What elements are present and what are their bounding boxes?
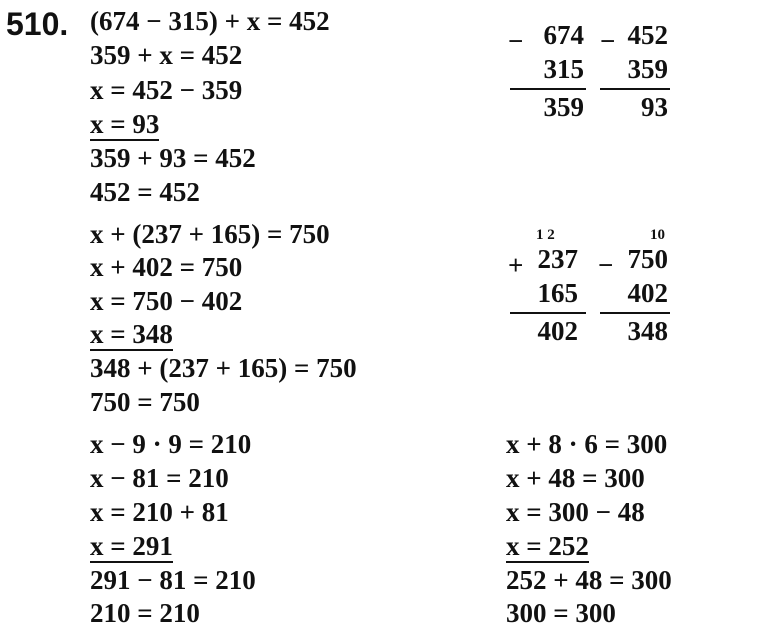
check-line: 348 + (237 + 165) = 750 xyxy=(90,353,357,383)
calc-rule xyxy=(600,312,670,314)
calc-sign: − xyxy=(600,26,616,56)
equation-line: x = 210 + 81 xyxy=(90,497,229,527)
equation-line: x + 8 · 6 = 300 xyxy=(506,429,668,459)
check-result-line: 300 = 300 xyxy=(506,598,616,628)
equation-line: x = 452 − 359 xyxy=(90,75,243,105)
calc-result: 359 xyxy=(543,92,584,122)
equation-line: x + 48 = 300 xyxy=(506,463,645,493)
equation-line: x + 402 = 750 xyxy=(90,252,243,282)
calc-result: 402 xyxy=(537,316,578,346)
calc-rule xyxy=(600,88,670,90)
answer-line: x = 348 xyxy=(90,319,173,349)
calc-operand-a: 750 xyxy=(627,244,668,274)
calc-operand-b: 315 xyxy=(543,54,584,84)
answer-line: x = 252 xyxy=(506,531,589,561)
calc-carry: 10 xyxy=(650,227,665,243)
calc-operand-b: 359 xyxy=(627,54,668,84)
calc-sign: + xyxy=(508,250,524,280)
equation-line: (674 − 315) + x = 452 xyxy=(90,6,330,36)
calc-operand-a: 674 xyxy=(543,20,584,50)
calc-sign: − xyxy=(508,26,524,56)
equation-line: x = 300 − 48 xyxy=(506,497,645,527)
calc-operand-b: 165 xyxy=(537,278,578,308)
calc-sign: − xyxy=(598,250,614,280)
problem-number: 510. xyxy=(6,6,69,42)
calc-rule xyxy=(510,88,586,90)
equation-line: 359 + x = 452 xyxy=(90,40,243,70)
answer-line: x = 93 xyxy=(90,109,160,139)
answer-line: x = 291 xyxy=(90,531,173,561)
calc-result: 348 xyxy=(627,316,668,346)
calc-operand-b: 402 xyxy=(627,278,668,308)
check-result-line: 452 = 452 xyxy=(90,177,200,207)
calc-result: 93 xyxy=(641,92,668,122)
check-line: 359 + 93 = 452 xyxy=(90,143,256,173)
check-result-line: 210 = 210 xyxy=(90,598,200,628)
equation-line: x = 750 − 402 xyxy=(90,286,243,316)
equation-line: x + (237 + 165) = 750 xyxy=(90,219,330,249)
check-result-line: 750 = 750 xyxy=(90,387,200,417)
equation-line: x − 9 · 9 = 210 xyxy=(90,429,252,459)
calc-carry: 1 2 xyxy=(536,227,555,243)
check-line: 291 − 81 = 210 xyxy=(90,565,256,595)
equation-line: x − 81 = 210 xyxy=(90,463,229,493)
calc-operand-a: 237 xyxy=(537,244,578,274)
check-line: 252 + 48 = 300 xyxy=(506,565,672,595)
calc-rule xyxy=(510,312,586,314)
calc-operand-a: 452 xyxy=(627,20,668,50)
